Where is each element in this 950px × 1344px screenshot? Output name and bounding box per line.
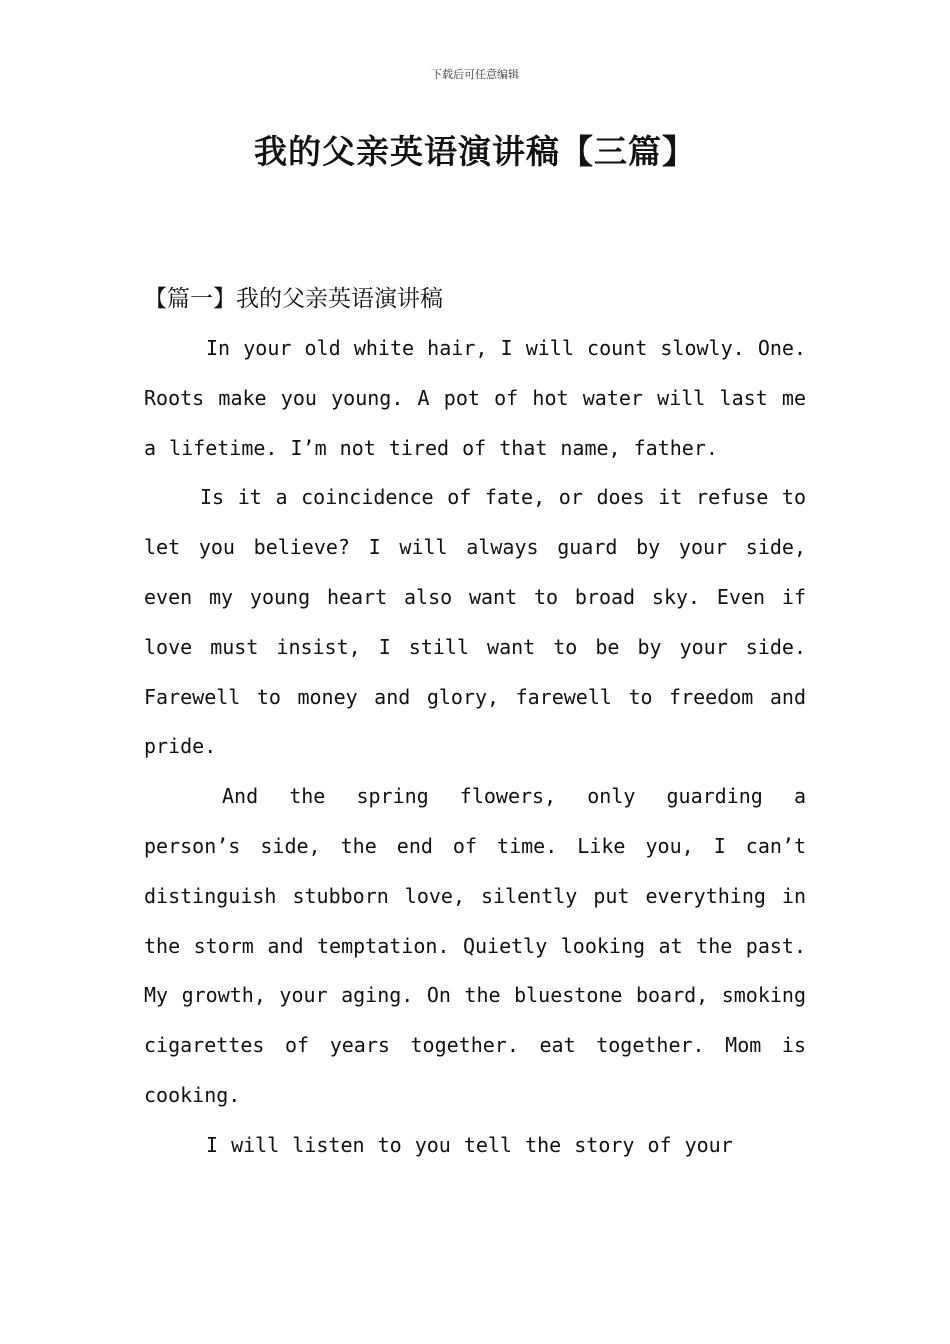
document-body (144, 274, 806, 1171)
header-note: 下载后可任意编辑 (431, 68, 519, 81)
paragraph-4: I will listen to you tell the story of your (206, 1132, 733, 1157)
paragraph-1: In your old white hair, I will count slowly. One. Roots make you young. A pot of hot water will last me a lifetime. I’m not tired of that name, father. (144, 336, 806, 460)
paragraph-3: And the spring flowers, only guarding a person’s side, the end of time. Like you, I can’t distinguish stubborn love, silently put everything in the storm and temptation. Quietly looking at the past. My growth, your aging. On the bluestone board, smoking cigarettes of years together. eat together. Mom is cooking. (144, 784, 806, 1107)
document-title: 我的父亲英语演讲稿【三篇】 (254, 132, 696, 171)
section-heading: 【篇一】我的父亲英语演讲稿 (144, 286, 443, 312)
paragraph-2: Is it a coincidence of fate, or does it refuse to let you believe? I will always guard by your side, even my young heart also want to broad sky. Even if love must insist, I still want to be by your side. Farewell to money and glory, farewell to freedom and pride. (144, 485, 806, 759)
